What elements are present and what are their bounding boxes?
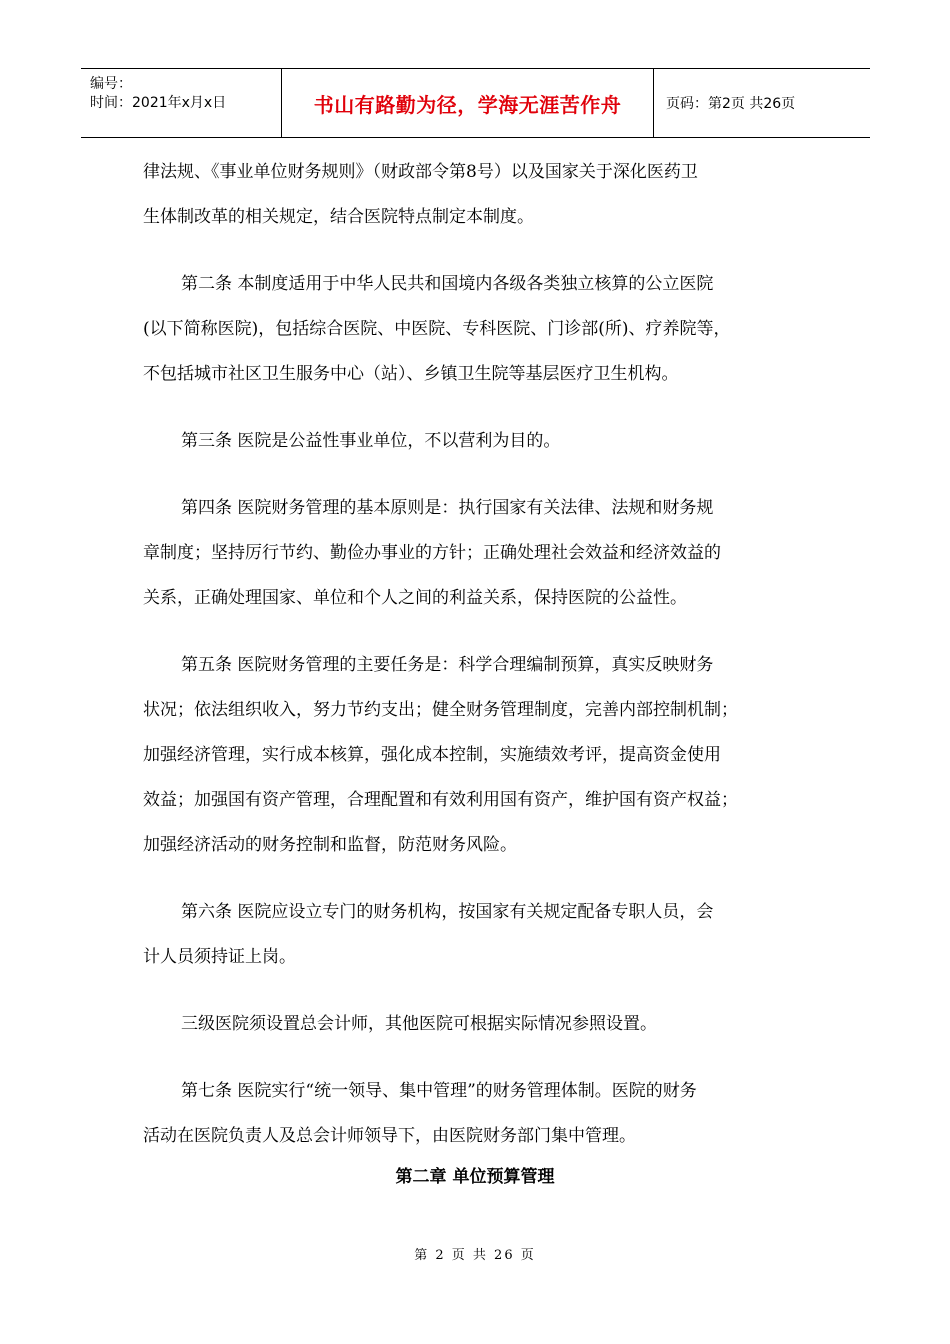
document-number-label: 编号： <box>90 76 132 92</box>
text-line: 律法规、《事业单位财务规则》（财政部令第8号）以及国家关于深化医药卫 <box>143 162 698 182</box>
text-line: 不包括城市社区卫生服务中心（站）、乡镇卫生院等基层医疗卫生机构。 <box>143 364 679 384</box>
header-page-cell <box>654 69 870 137</box>
text-line: 第三条 医院是公益性事业单位，不以营利为目的。 <box>181 431 561 451</box>
paragraph-article-7 <box>143 1069 815 1159</box>
motto-text: 书山有路勤为径，学海无涯苦作舟 <box>313 92 622 117</box>
text-line: 第六条 医院应设立专门的财务机构，按国家有关规定配备专职人员，会 <box>181 902 714 922</box>
text-line: 活动在医院负责人及总会计师领导下，由医院财务部门集中管理。 <box>143 1126 636 1146</box>
text-line: 关系，正确处理国家、单位和个人之间的利益关系，保持医院的公益性。 <box>143 588 687 608</box>
header-motto-cell <box>282 69 654 137</box>
text-line: 第五条 医院财务管理的主要任务是：科学合理编制预算，真实反映财务 <box>181 655 714 675</box>
paragraph-chief-accountant <box>143 1002 815 1047</box>
document-body <box>143 150 815 1159</box>
text-line: 效益；加强国有资产管理，合理配置和有效利用国有资产，维护国有资产权益； <box>143 790 738 810</box>
text-line: 第二条 本制度适用于中华人民共和国境内各级各类独立核算的公立医院 <box>181 274 714 294</box>
text-line: 计人员须持证上岗。 <box>143 947 296 967</box>
paragraph-article-4 <box>143 486 815 621</box>
paragraph <box>143 150 815 240</box>
text-line: 三级医院须设置总会计师，其他医院可根据实际情况参照设置。 <box>181 1014 657 1034</box>
page-footer: 第 2 页 共 26 页 <box>414 1248 536 1263</box>
text-line: 加强经济管理，实行成本核算，强化成本控制，实施绩效考评，提高资金使用 <box>143 745 721 765</box>
header-page-number: 页码：第2页 共26页 <box>666 96 796 112</box>
paragraph-article-5 <box>143 643 815 868</box>
text-line: 章制度；坚持厉行节约、勤俭办事业的方针；正确处理社会效益和经济效益的 <box>143 543 721 563</box>
text-line: 生体制改革的相关规定，结合医院特点制定本制度。 <box>143 207 534 227</box>
chapter-heading: 第二章 单位预算管理 <box>395 1167 555 1187</box>
header-meta-cell <box>81 69 282 137</box>
text-line: 第四条 医院财务管理的基本原则是：执行国家有关法律、法规和财务规 <box>181 498 714 518</box>
document-time-label: 时间：2021年x月x日 <box>90 95 227 111</box>
page-header <box>81 68 870 138</box>
text-line: 加强经济活动的财务控制和监督，防范财务风险。 <box>143 835 517 855</box>
text-line: 第七条 医院实行“统一领导、集中管理”的财务管理体制。医院的财务 <box>181 1081 697 1101</box>
paragraph-article-2 <box>143 262 815 397</box>
paragraph-article-3 <box>143 419 815 464</box>
text-line: (以下简称医院)，包括综合医院、中医院、专科医院、门诊部(所)、疗养院等， <box>143 319 731 339</box>
text-line: 状况；依法组织收入，努力节约支出；健全财务管理制度，完善内部控制机制； <box>143 700 738 720</box>
paragraph-article-6 <box>143 890 815 980</box>
